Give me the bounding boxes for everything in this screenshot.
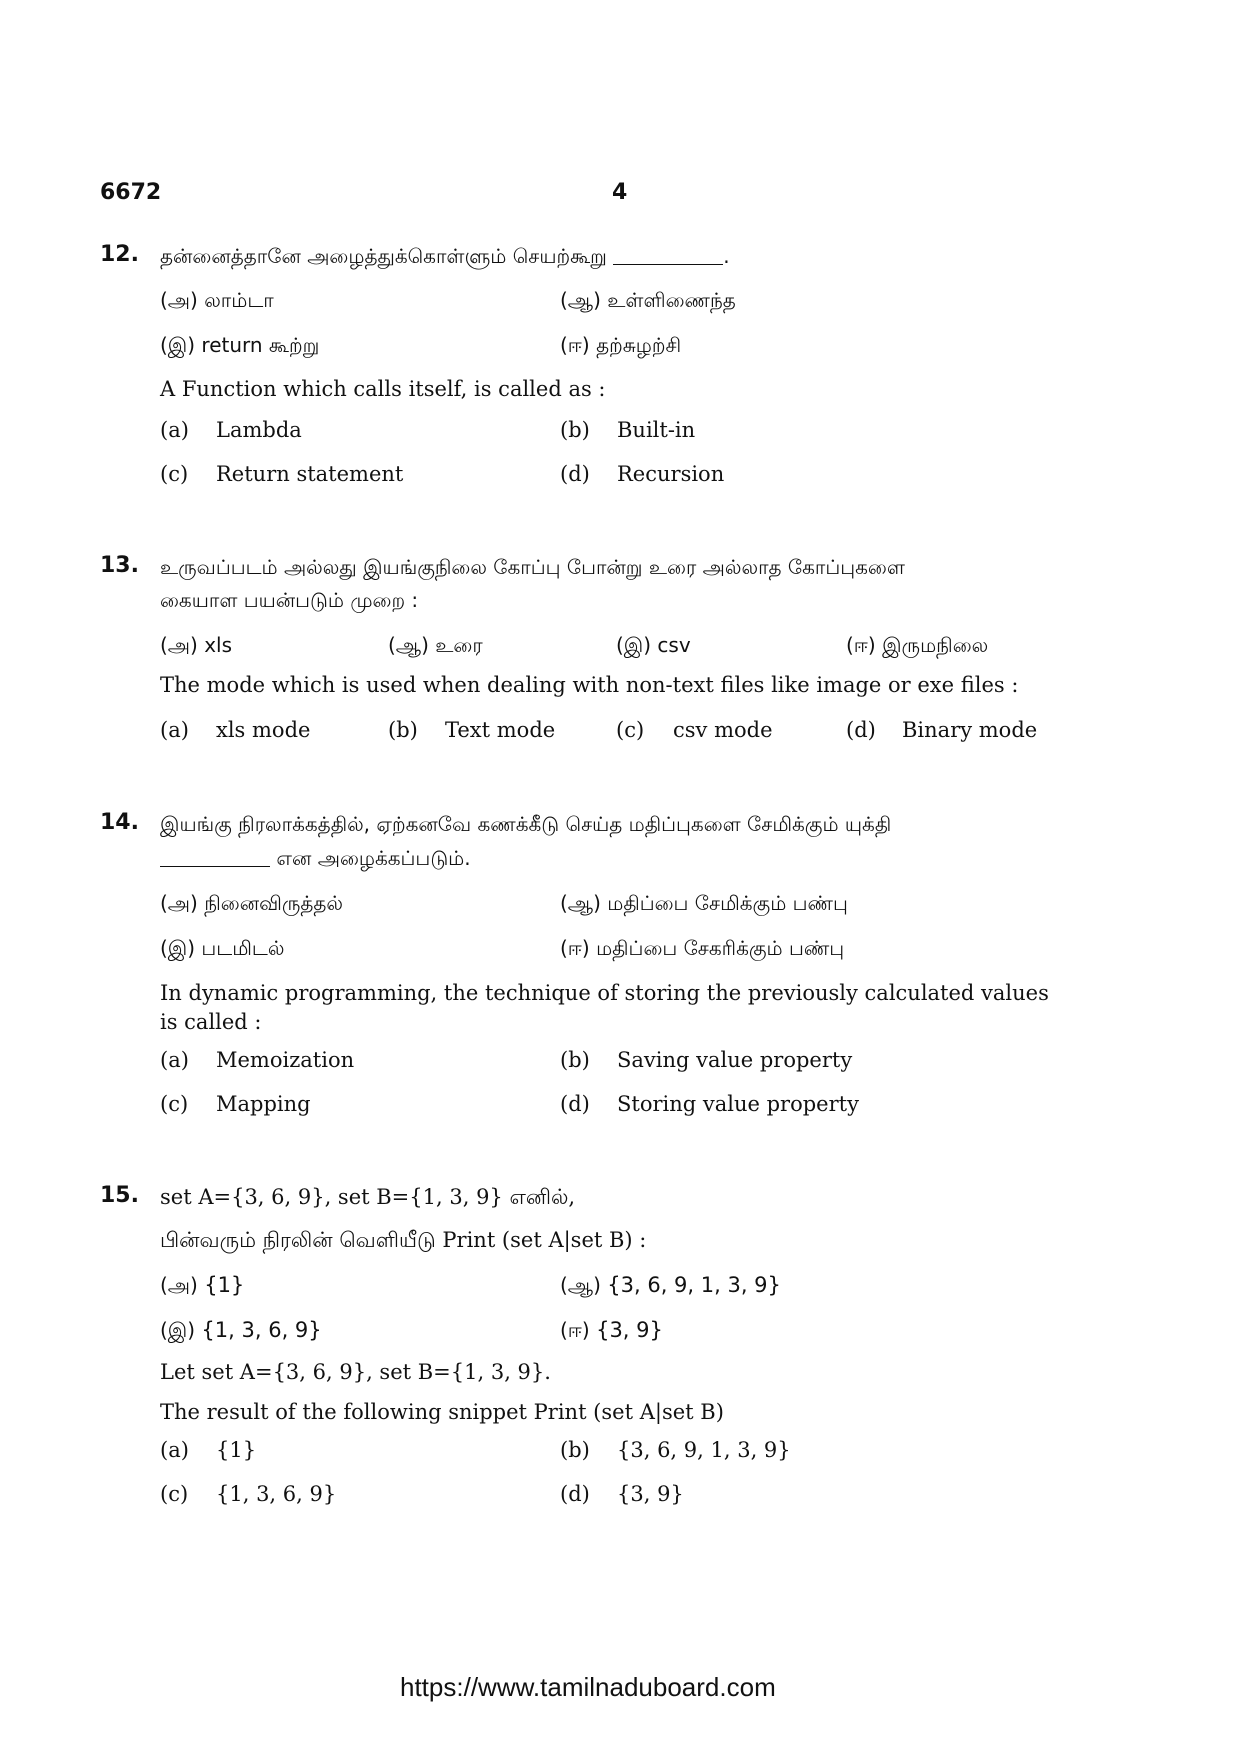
english-option-d-label: (d) [560, 1482, 590, 1506]
tamil-option-d: (ஈ) தற்சுழற்சி [560, 333, 682, 357]
english-option-b-label: (b) [560, 418, 590, 442]
english-option-a: {1} [216, 1438, 257, 1462]
question-number: 14. [100, 810, 139, 835]
english-question-line1: Let set A={3, 6, 9}, set B={1, 3, 9}. [160, 1360, 551, 1384]
tamil-option-b: (ஆ) மதிப்பை சேமிக்கும் பண்பு [560, 891, 848, 915]
question-number: 15. [100, 1183, 139, 1208]
tamil-option-b: (ஆ) உரை [388, 633, 483, 657]
english-option-d: Recursion [617, 462, 725, 486]
question-number: 12. [100, 242, 139, 267]
english-question: A Function which calls itself, is called as : [160, 377, 606, 401]
tamil-option-d: (ஈ) {3, 9} [560, 1318, 663, 1342]
english-option-a-label: (a) [160, 718, 189, 742]
english-option-c-label: (c) [160, 1092, 189, 1116]
english-option-b-label: (b) [388, 718, 418, 742]
english-option-b: Saving value property [617, 1048, 853, 1072]
english-question-line1: In dynamic programming, the technique of storing the previously calculated values [160, 981, 1049, 1005]
english-option-b-label: (b) [560, 1438, 590, 1462]
tamil-question-line1: உருவப்படம் அல்லது இயங்குநிலை கோப்பு போன்று உரை அல்லாத கோப்புகளை [160, 555, 905, 579]
english-option-d-label: (d) [846, 718, 876, 742]
english-option-d: {3, 9} [617, 1482, 684, 1506]
english-option-b: Text mode [445, 718, 556, 742]
paper-code: 6672 [100, 180, 162, 205]
english-option-d: Binary mode [902, 718, 1038, 742]
tamil-option-a: (அ) xls [160, 633, 233, 657]
english-option-a: Memoization [216, 1048, 355, 1072]
footer-url-link[interactable]: https://www.tamilnaduboard.com [400, 1672, 776, 1702]
tamil-option-c: (இ) படமிடல் [160, 936, 285, 960]
tamil-option-d: (ஈ) மதிப்பை சேகரிக்கும் பண்பு [560, 936, 845, 960]
english-option-b-label: (b) [560, 1048, 590, 1072]
tamil-option-a: (அ) {1} [160, 1273, 245, 1297]
english-option-b: {3, 6, 9, 1, 3, 9} [617, 1438, 791, 1462]
answer-blank [613, 244, 723, 265]
tamil-question: தன்னைத்தானே அழைத்துக்கொள்ளும் செயற்கூறு . [160, 244, 730, 268]
english-option-d: Storing value property [617, 1092, 859, 1116]
english-option-a-label: (a) [160, 418, 189, 442]
page-number: 4 [612, 180, 628, 205]
english-option-c: Return statement [216, 462, 404, 486]
tamil-option-d: (ஈ) இருமநிலை [846, 633, 989, 657]
tamil-option-c: (இ) csv [616, 633, 691, 657]
english-option-c-label: (c) [616, 718, 645, 742]
english-question-line2: The result of the following snippet Print (set A|set B) [160, 1400, 724, 1424]
english-option-a-label: (a) [160, 1048, 189, 1072]
question-number: 13. [100, 553, 139, 578]
tamil-question-line2: கையாள பயன்படும் முறை : [160, 588, 419, 612]
tamil-question-line2: என அழைக்கப்படும். [160, 846, 471, 873]
tamil-question-line1: set A={3, 6, 9}, set B={1, 3, 9} எனில், [160, 1185, 576, 1209]
tamil-option-c: (இ) {1, 3, 6, 9} [160, 1318, 322, 1342]
tamil-option-a: (அ) லாம்டா [160, 288, 274, 312]
english-option-c: Mapping [216, 1092, 311, 1116]
english-question-line2: is called : [160, 1010, 262, 1034]
english-option-d-label: (d) [560, 1092, 590, 1116]
english-option-b: Built-in [617, 418, 696, 442]
answer-blank [160, 846, 270, 867]
english-option-c-label: (c) [160, 1482, 189, 1506]
english-option-a: Lambda [216, 418, 302, 442]
english-option-a: xls mode [216, 718, 311, 742]
tamil-question-line2: பின்வரும் நிரலின் வெளியீடு Print (set A|set B) : [160, 1228, 647, 1252]
tamil-option-c: (இ) return கூற்று [160, 333, 320, 357]
english-option-c-label: (c) [160, 462, 189, 486]
tamil-option-b: (ஆ) உள்ளிணைந்த [560, 288, 736, 312]
english-option-a-label: (a) [160, 1438, 189, 1462]
english-option-d-label: (d) [560, 462, 590, 486]
english-option-c: csv mode [673, 718, 773, 742]
english-question: The mode which is used when dealing with non-text files like image or exe files : [160, 673, 1019, 697]
tamil-option-b: (ஆ) {3, 6, 9, 1, 3, 9} [560, 1273, 781, 1297]
tamil-question-line1: இயங்கு நிரலாக்கத்தில், ஏற்கனவே கணக்கீடு செய்த மதிப்புகளை சேமிக்கும் யுக்தி [160, 812, 892, 836]
tamil-option-a: (அ) நினைவிருத்தல் [160, 891, 344, 915]
english-option-c: {1, 3, 6, 9} [216, 1482, 337, 1506]
